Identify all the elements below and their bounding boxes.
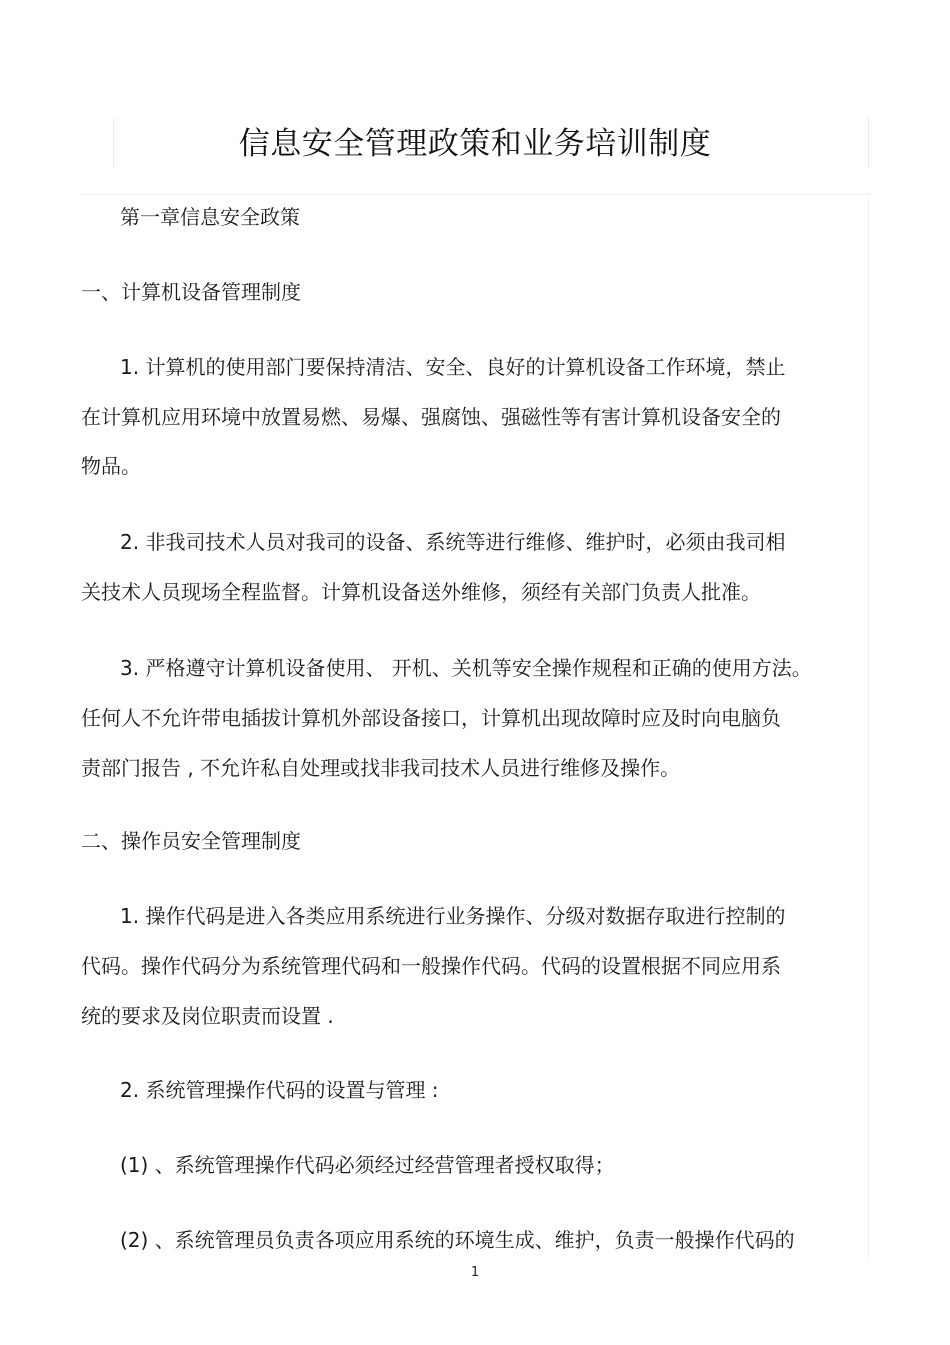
list-item: (1) 、系统管理操作代码必须经过经营管理者授权取得； <box>120 1153 615 1177</box>
paragraph-line: 2. 非我司技术人员对我司的设备、系统等进行维修、维护时，必须由我司相 <box>120 530 786 554</box>
chapter-heading: 第一章信息安全政策 <box>120 205 300 229</box>
paragraph-line: 代码。操作代码分为系统管理代码和一般操作代码。代码的设置根据不同应用系 <box>81 954 781 978</box>
section-heading: 一、计算机设备管理制度 <box>81 280 301 304</box>
frame-line <box>868 196 869 1261</box>
document-title: 信息安全管理政策和业务培训制度 <box>238 126 712 162</box>
paragraph-line: 统的要求及岗位职责而设置 . <box>81 1004 334 1028</box>
divider <box>80 194 870 195</box>
paragraph-line: 物品。 <box>81 454 141 478</box>
paragraph-line: 责部门报告 , 不允许私自处理或找非我司技术人员进行维修及操作。 <box>81 756 681 780</box>
paragraph-line: 在计算机应用环境中放置易燃、易爆、强腐蚀、强磁性等有害计算机设备安全的 <box>81 405 781 429</box>
section-heading: 二、操作员安全管理制度 <box>81 829 301 853</box>
paragraph-line: 1. 计算机的使用部门要保持清洁、安全、良好的计算机设备工作环境，禁止 <box>120 355 786 379</box>
paragraph-line: 3. 严格遵守计算机设备使用、 开机、关机等安全操作规程和正确的使用方法。 <box>120 656 812 680</box>
paragraph-line: 关技术人员现场全程监督。计算机设备送外维修，须经有关部门负责人批准。 <box>81 580 761 604</box>
paragraph-line: 任何人不允许带电插拔计算机外部设备接口，计算机出现故障时应及时向电脑负 <box>81 706 781 730</box>
page-number: 1 <box>470 1265 480 1280</box>
paragraph-line: 1. 操作代码是进入各类应用系统进行业务操作、分级对数据存取进行控制的 <box>120 904 786 928</box>
list-item: (2) 、系统管理员负责各项应用系统的环境生成、维护，负责一般操作代码的 <box>120 1228 795 1252</box>
paragraph-line: 2. 系统管理操作代码的设置与管理 : <box>120 1078 439 1102</box>
